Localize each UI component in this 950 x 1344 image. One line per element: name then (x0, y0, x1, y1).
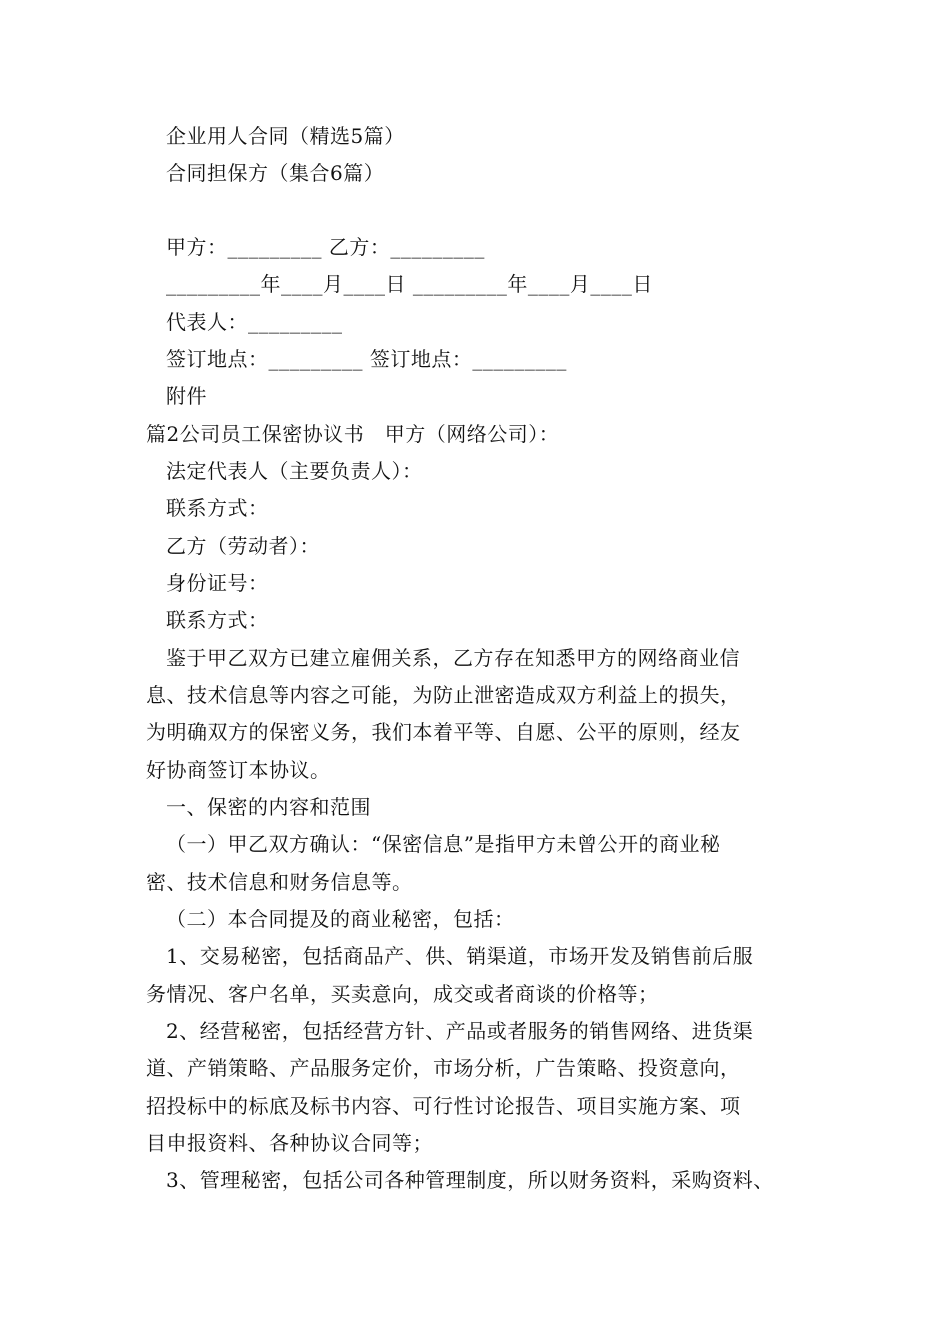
signature-dates: _________年____月____日 _________年____月____日 (166, 272, 653, 296)
field-contact-a: 联系方式： (166, 496, 269, 520)
section-heading: 篇2公司员工保密协议书 甲方（网络公司）： (146, 422, 560, 446)
field-legal-rep: 法定代表人（主要负责人）： (166, 459, 423, 483)
preamble-line: 息、技术信息等内容之可能，为防止泄密造成双方利益上的损失， (146, 683, 741, 707)
item-1-line: 1、交易秘密，包括商品产、供、销渠道，市场开发及销售前后服 (166, 944, 754, 968)
clause-2-heading: （二）本合同提及的商业秘密，包括： (166, 907, 515, 931)
clause-1-line: 密、技术信息和财务信息等。 (146, 870, 413, 894)
article-1-heading: 一、保密的内容和范围 (166, 795, 371, 819)
clause-1-line: （一）甲乙双方确认：“保密信息”是指甲方未曾公开的商业秘 (166, 832, 721, 856)
item-2-line: 道、产销策略、产品服务定价，市场分析，广告策略、投资意向， (146, 1056, 741, 1080)
item-3-line: 3、管理秘密，包括公司各种管理制度，所以财务资料，采购资料、 (166, 1168, 774, 1192)
item-1-line: 务情况、客户名单，买卖意向，成交或者商谈的价格等； (146, 982, 659, 1006)
signature-place: 签订地点：_________ 签订地点：_________ (166, 347, 567, 371)
preamble-line: 好协商签订本协议。 (146, 758, 331, 782)
item-2-line: 目申报资料、各种协议合同等； (146, 1131, 433, 1155)
field-id-number: 身份证号： (166, 571, 269, 595)
preamble-line: 为明确双方的保密义务，我们本着平等、自愿、公平的原则，经友 (146, 720, 741, 744)
related-link-2: 合同担保方（集合6篇） (166, 161, 385, 185)
related-link-1: 企业用人合同（精选5篇） (166, 124, 405, 148)
signature-representative: 代表人：_________ (166, 310, 343, 334)
item-2-line: 招投标中的标底及标书内容、可行性讨论报告、项目实施方案、项 (146, 1094, 741, 1118)
field-contact-b: 联系方式： (166, 608, 269, 632)
signature-parties: 甲方：_________ 乙方：_________ (166, 235, 485, 259)
field-party-b: 乙方（劳动者）： (166, 534, 320, 558)
preamble-line: 鉴于甲乙双方已建立雇佣关系，乙方存在知悉甲方的网络商业信 (166, 646, 740, 670)
item-2-line: 2、经营秘密，包括经营方针、产品或者服务的销售网络、进货渠 (166, 1019, 754, 1043)
attachment-label: 附件 (166, 384, 207, 408)
